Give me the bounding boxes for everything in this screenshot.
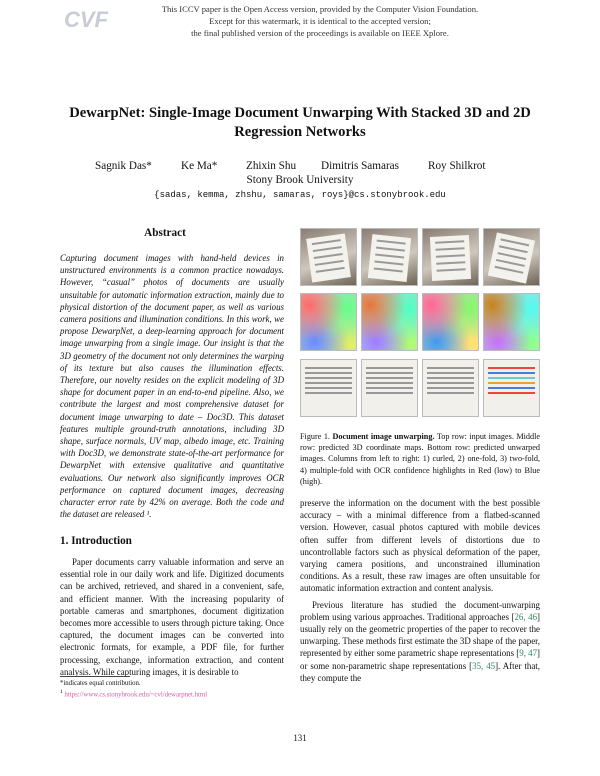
footnote-url [60, 688, 284, 699]
text-segment: Previous literature has studied the document-unwarping problem using various approaches. Traditional approaches [ [300, 599, 540, 622]
author-emails: {sadas, kemma, zhshu, samaras, roys}@cs.stonybrook.edu [154, 190, 446, 200]
introduction-text [60, 556, 284, 678]
text-segment: ] or some non-parametric shape representations [ [300, 648, 540, 671]
body-paragraph [300, 599, 540, 684]
coordinate-map-image [422, 293, 479, 351]
input-image [361, 228, 418, 286]
text-segment: ]. After that, they compute the [300, 660, 540, 683]
page-number: 131 [293, 733, 307, 743]
input-images-row [300, 228, 540, 286]
author-name: Dimitris Samaras [321, 160, 399, 172]
coordinate-map-image [483, 293, 540, 351]
unwarped-image [361, 359, 418, 417]
footnote-divider [60, 676, 130, 677]
citation-link[interactable]: 26, 46 [514, 611, 538, 622]
abstract-heading: Abstract [144, 227, 186, 239]
cvf-logo-text: CVF [64, 7, 108, 32]
notice-line: This ICCV paper is the Open Access version, provided by the Computer Vision Foundation. [161, 4, 479, 14]
coordinate-maps-row [300, 293, 540, 351]
dataset-link[interactable]: https://www.cs.stonybrook.edu/~cvl/dewarpnet.html [64, 691, 208, 699]
author-name: Sagnik Das* [95, 160, 152, 172]
unwarped-image [300, 359, 357, 417]
right-column-text [300, 497, 540, 684]
caption-title: Document image unwarping. [332, 432, 435, 441]
text-segment: ] usually rely on the geometric properties of the paper to recover the unwarping. These methods first estimate the 3D shape of the paper, represented by either some parametric shape representations [ [300, 611, 540, 659]
affiliation: Stony Brook University [246, 174, 354, 186]
paper-title: DewarpNet: Single-Image Document Unwarping With Stacked 3D and 2D Regression Networks [69, 105, 531, 140]
open-access-notice [120, 3, 520, 39]
coordinate-map-image [300, 293, 357, 351]
body-paragraph: preserve the information on the document with the best possible accuracy – with a minimal difference from a flatbed-scanned version. However, casual photos captured with mobile devices often suffer from different levels of distortions due to uncontrollable factors such as physical deformation of the paper, varying camera positions, and unconstrained illumination conditions. As a result, these raw images are often unsuitable for automatic information extraction and content analysis. [300, 498, 540, 594]
notice-line: the final published version of the proceedings is available on IEEE Xplore. [191, 28, 449, 38]
cvf-logo [62, 4, 110, 32]
input-image [422, 228, 479, 286]
caption-text: Top row: input images. Middle row: predicted 3D coordinate maps. Bottom row: predicted unwarped images. Columns from left to right: 1) curled, 2) one-fold, 3) two-fold, 4) multiple-fold with OCR confidence highlights in Red (low) to Blue (high). [300, 432, 540, 486]
abstract-text: Capturing document images with hand-held devices in unstructured environments is a common practice nowadays. However, “casual” photos of documents are usually unsuitable for automatic information extraction, mainly due to physical distortion of the document paper, as well as various camera positions and illumination conditions. In this work, we propose DewarpNet, a deep-learning approach for document image unwarping from a single image. Our insight is that the 3D geometry of the document not only determines the warping of its texture but also causes the illumination effects. Therefore, our novelty resides on the explicit modeling of 3D shape for document paper in an end-to-end pipeline. Also, we contribute the largest and most comprehensive dataset for document image unwarping to date – Doc3D. This dataset features multiple ground-truth annotations, including 3D shape, surface normals, UV map, albedo image, etc. Training with Doc3D, we demonstrate state-of-the-art performance for DewarpNet with extensive qualitative and quantitative evaluations. Our network also significantly improves OCR performance on captured document images, decreasing character error rate by 42% on average. Both the code and the dataset are released ¹. [60, 253, 284, 520]
coordinate-map-image [361, 293, 418, 351]
unwarped-image [422, 359, 479, 417]
input-image [483, 228, 540, 286]
input-image [300, 228, 357, 286]
citation-link[interactable]: 9, 47 [519, 648, 538, 659]
author-name: Ke Ma* [181, 160, 218, 172]
notice-line: Except for this watermark, it is identical to the accepted version; [209, 16, 431, 26]
figure-1-caption [300, 431, 540, 487]
section-heading-introduction: 1. Introduction [60, 535, 132, 547]
author-name: Zhixin Shu [246, 160, 297, 172]
caption-label: Figure 1. [300, 432, 330, 441]
ocr-highlight-image [483, 359, 540, 417]
footnote-marker: 1 [60, 689, 63, 695]
unwarped-images-row [300, 359, 540, 417]
citation-link[interactable]: 35, 45 [472, 660, 496, 671]
figure-1 [300, 228, 540, 423]
author-name: Roy Shilkrot [428, 160, 486, 172]
intro-paragraph: Paper documents carry valuable information and serve an essential role in our daily work and life. Digitized documents can be archived, retrieved, and shared in a convenient, safe, and efficient manner. With the increasing popularity of portable cameras and smartphones, document digitization becomes more accessible to users through picture taking. Once captured, the document images can be converted into electronic formats, for example, a PDF file, for further processing, exchange, information extraction, and content analysis. While capturing images, it is desirable to [60, 557, 284, 677]
footnote-equal-contribution: *indicates equal contribution. [60, 680, 141, 687]
